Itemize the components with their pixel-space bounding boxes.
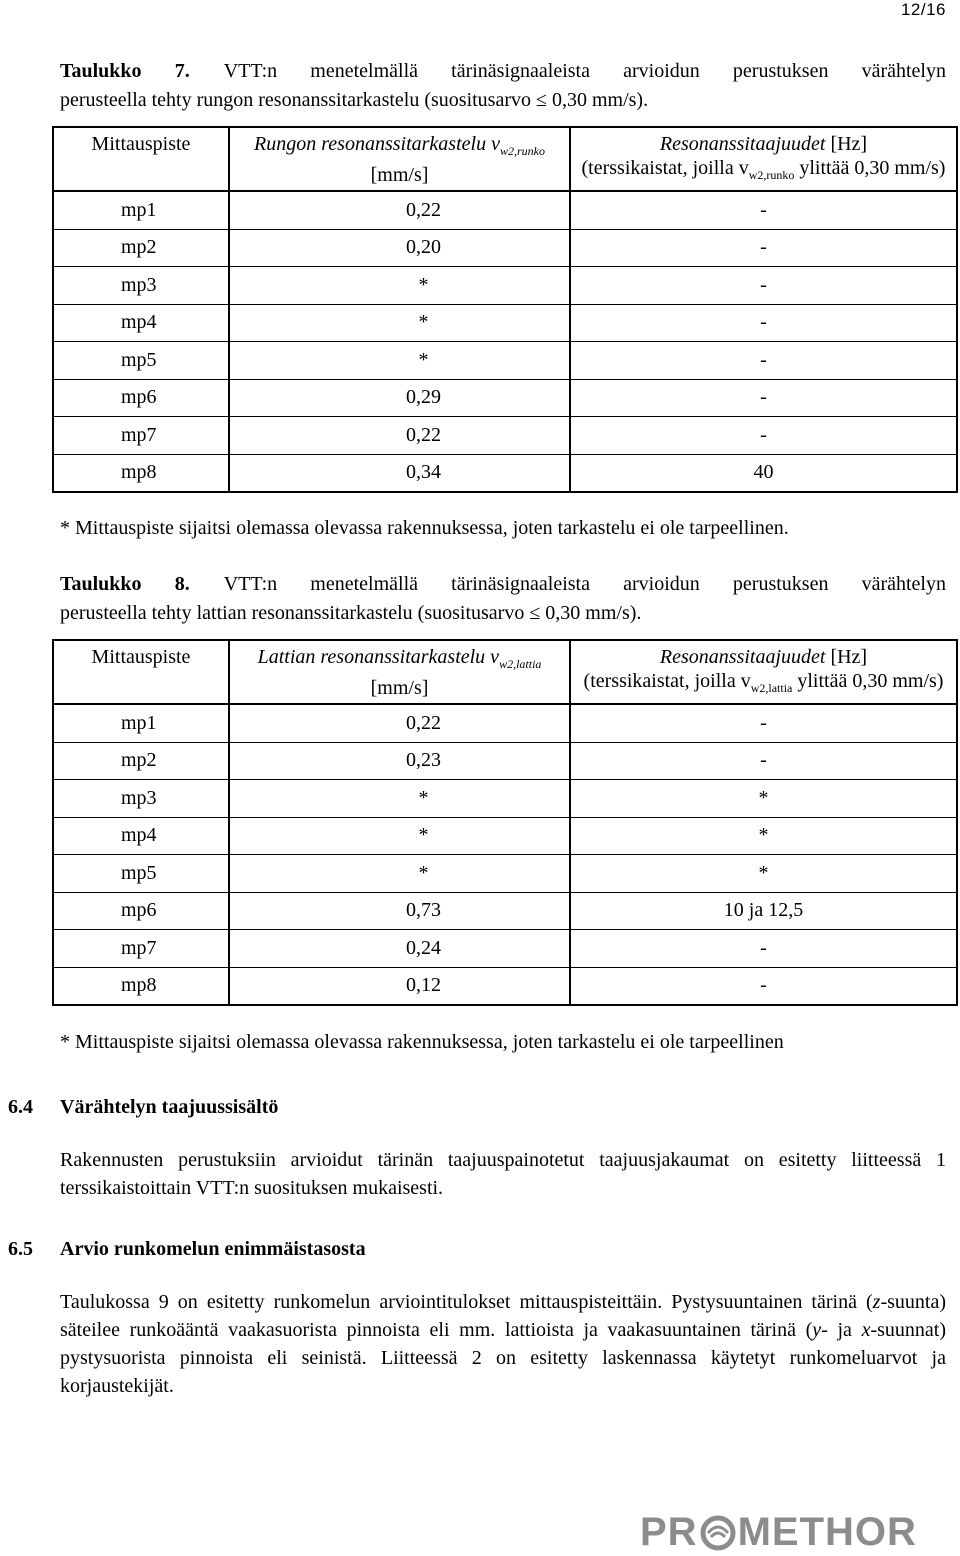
table-row [53, 967, 957, 1005]
table7-note: * Mittauspiste sijaitsi olemassa olevassa rakennuksessa, joten tarkastelu ei ole tarpeellinen. [60, 517, 789, 539]
cell-point: mp2 [53, 229, 229, 267]
section-6-4-heading [8, 1096, 278, 1119]
table-row [53, 379, 957, 417]
section-6-5-body [60, 1288, 946, 1400]
para-text: y [812, 1319, 822, 1341]
cell-value: 0,24 [229, 930, 570, 968]
cell-frequency: - [570, 229, 957, 267]
cell-value: 0,20 [229, 229, 570, 267]
table8-header-value [229, 640, 570, 704]
logo-text-right: METHOR [737, 1510, 917, 1554]
header-unit: [Hz] [825, 646, 868, 668]
cell-point: mp4 [53, 817, 229, 855]
cell-point: mp6 [53, 892, 229, 930]
table7-header-value [229, 127, 570, 191]
table8 [52, 639, 958, 1006]
para-text: Taulukossa 9 on esitetty runkomelun arviointitulokset mittauspisteittäin. Pystysuuntainen tärinä ( [60, 1291, 873, 1313]
header-text: Resonanssitaajuudet [659, 133, 826, 155]
table-row [53, 304, 957, 342]
cell-value: * [229, 342, 570, 380]
header-detail: ylittää 0,30 mm/s) [794, 157, 946, 179]
para-text: -suunnat) pystysuorista pinnoista eli seinistä. Liitteessä 2 on esitetty laskennassa käytetyt runkomeluarvot ja korjaustekijät. [60, 1319, 947, 1397]
table-row [53, 742, 957, 780]
page-number: 12/16 [900, 0, 946, 19]
cell-value: * [229, 817, 570, 855]
section-title: Värähtelyn taajuussisältö [60, 1096, 279, 1118]
para-text: -suunta) säteilee runkoääntä vaakasuorista pinnoista eli mm. lattioista ja vaakasuuntainen tärinä ( [60, 1291, 946, 1341]
table-row [53, 817, 957, 855]
cell-point: mp3 [53, 780, 229, 818]
cell-value: 0,23 [229, 742, 570, 780]
header-text: Rungon resonanssitarkastelu v [254, 133, 500, 155]
header-sub: w2,runko [748, 168, 795, 182]
cell-frequency: 10 ja 12,5 [570, 892, 957, 930]
cell-point: mp1 [53, 704, 229, 742]
cell-frequency: - [570, 342, 957, 380]
para-text: x [861, 1319, 871, 1341]
cell-value: 0,22 [229, 417, 570, 455]
cell-frequency: 40 [570, 454, 957, 492]
table8-label: Taulukko 8. [60, 573, 190, 595]
header-unit: [mm/s] [370, 164, 429, 186]
header-sub: w2,runko [499, 144, 545, 158]
header-detail: (terssikaistat, joilla v [583, 670, 751, 692]
cell-point: mp7 [53, 930, 229, 968]
table7-caption-line2: perusteella tehty rungon resonanssitarkastelu (suositusarvo ≤ 0,30 mm/s). [60, 89, 649, 111]
cell-value: 0,22 [229, 704, 570, 742]
cell-frequency: - [570, 967, 957, 1005]
table8-note: * Mittauspiste sijaitsi olemassa olevassa rakennuksessa, joten tarkastelu ei ole tarpeellinen [60, 1031, 784, 1053]
table7-caption [60, 57, 946, 115]
header-detail: (terssikaistat, joilla v [581, 157, 749, 179]
cell-point: mp3 [53, 267, 229, 305]
cell-frequency: * [570, 855, 957, 893]
header-sub: w2,lattia [499, 657, 542, 671]
table-row [53, 892, 957, 930]
cell-value: * [229, 267, 570, 305]
table-row [53, 229, 957, 267]
cell-point: mp1 [53, 191, 229, 229]
table8-header-row [53, 640, 957, 704]
cell-value: 0,22 [229, 191, 570, 229]
section-title: Arvio runkomelun enimmäistasosta [60, 1238, 366, 1260]
table8-caption [60, 570, 946, 628]
cell-point: mp8 [53, 967, 229, 1005]
cell-point: mp5 [53, 855, 229, 893]
cell-frequency: - [570, 191, 957, 229]
cell-frequency: - [570, 417, 957, 455]
cell-value: * [229, 780, 570, 818]
table-row [53, 704, 957, 742]
table7-header-freq [570, 127, 957, 191]
cell-value: * [229, 304, 570, 342]
cell-point: mp8 [53, 454, 229, 492]
section-number: 6.5 [8, 1238, 33, 1260]
table8-header-point [53, 640, 229, 704]
cell-frequency: - [570, 704, 957, 742]
table8-header-freq [570, 640, 957, 704]
table7-header-point [53, 127, 229, 191]
section-6-4-body: Rakennusten perustuksiin arvioidut tärinän taajuuspainotetut taajuusjakaumat on esitetty liitteessä 1 terssikaistoittain VTT:n suosituksen mukaisesti. [60, 1149, 946, 1199]
cell-value: 0,29 [229, 379, 570, 417]
cell-value: * [229, 855, 570, 893]
cell-point: mp7 [53, 417, 229, 455]
cell-frequency: - [570, 304, 957, 342]
table7 [52, 126, 958, 493]
section-number: 6.4 [8, 1096, 33, 1118]
table8-caption-line2: perusteella tehty lattian resonanssitarkastelu (suositusarvo ≤ 0,30 mm/s). [60, 602, 642, 624]
para-text: z [872, 1291, 881, 1313]
header-text: Mittauspiste [91, 133, 191, 155]
table-row [53, 855, 957, 893]
table7-caption-line1: VTT:n menetelmällä tärinäsignaaleista arvioidun perustuksen värähtelyn [223, 60, 946, 82]
table7-label: Taulukko 7. [60, 60, 190, 82]
table8-caption-line1: VTT:n menetelmällä tärinäsignaaleista arvioidun perustuksen värähtelyn [223, 573, 946, 595]
logo-o-icon [700, 1515, 736, 1551]
table-row [53, 191, 957, 229]
cell-value: 0,73 [229, 892, 570, 930]
logo-text-left: PR [640, 1510, 698, 1554]
cell-frequency: * [570, 817, 957, 855]
table-row [53, 454, 957, 492]
para-text: - ja [821, 1319, 862, 1341]
header-text: Lattian resonanssitarkastelu v [257, 646, 500, 668]
table-row [53, 342, 957, 380]
section-6-5-heading [8, 1238, 366, 1261]
cell-value: 0,34 [229, 454, 570, 492]
cell-frequency: - [570, 930, 957, 968]
cell-point: mp4 [53, 304, 229, 342]
cell-point: mp6 [53, 379, 229, 417]
cell-frequency: - [570, 742, 957, 780]
header-detail: ylittää 0,30 mm/s) [792, 670, 944, 692]
cell-frequency: * [570, 780, 957, 818]
header-unit: [Hz] [825, 133, 868, 155]
header-sub: w2,lattia [750, 681, 793, 695]
table-row [53, 417, 957, 455]
header-unit: [mm/s] [370, 677, 429, 699]
cell-point: mp2 [53, 742, 229, 780]
header-text: Mittauspiste [91, 646, 191, 668]
cell-point: mp5 [53, 342, 229, 380]
header-text: Resonanssitaajuudet [659, 646, 826, 668]
table-row [53, 267, 957, 305]
table-row [53, 930, 957, 968]
promethor-logo [640, 1510, 917, 1555]
cell-frequency: - [570, 267, 957, 305]
cell-value: 0,12 [229, 967, 570, 1005]
table-row [53, 780, 957, 818]
table7-header-row [53, 127, 957, 191]
cell-frequency: - [570, 379, 957, 417]
